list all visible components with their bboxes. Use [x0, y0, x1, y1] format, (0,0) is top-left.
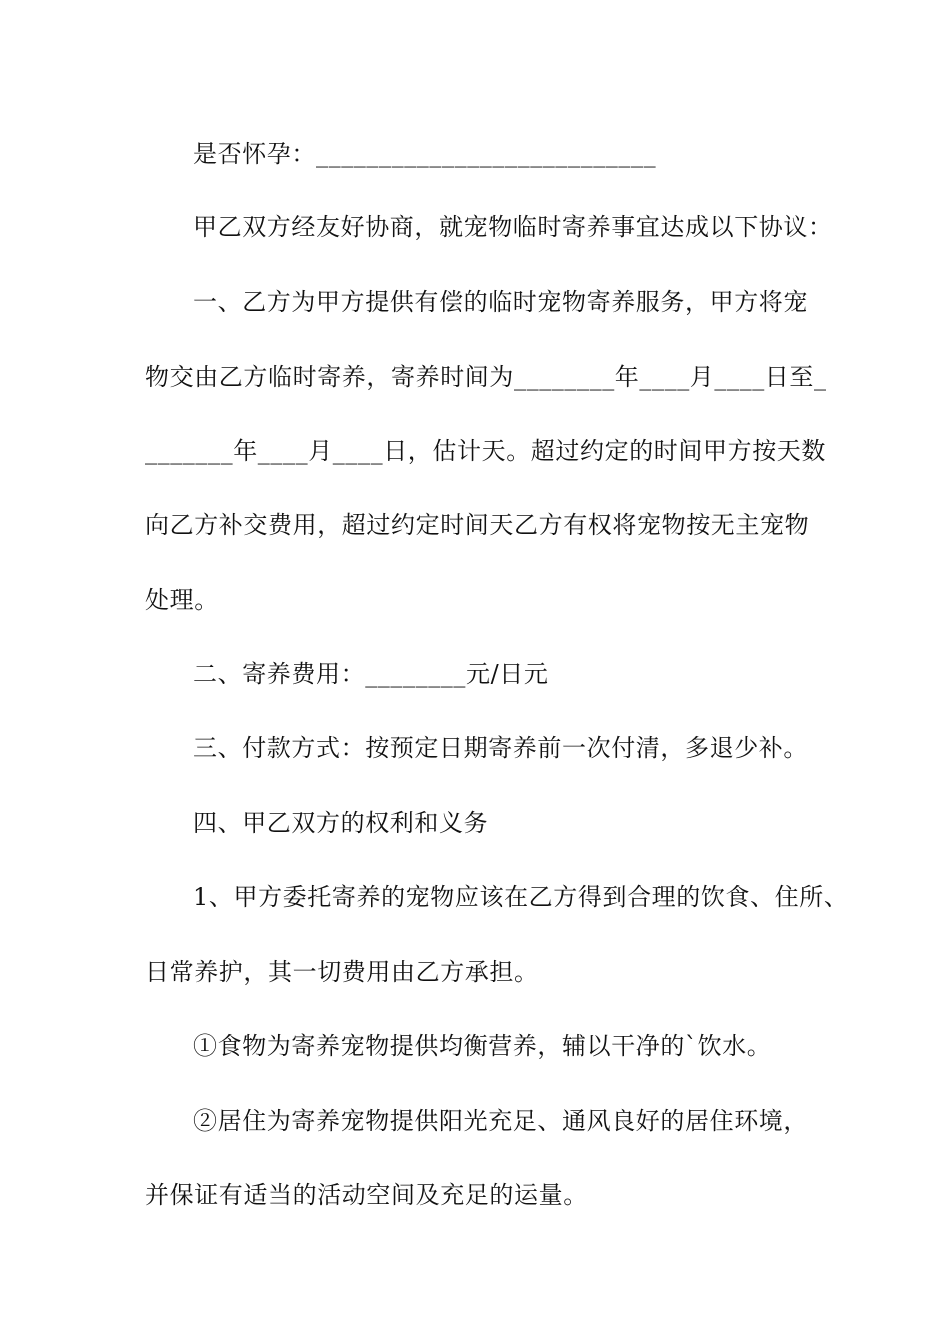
- clause-1-line-2: 物交由乙方临时寄养，寄养时间为________年____月____日至_: [145, 363, 827, 391]
- clause-1-line-1: 一、乙方为甲方提供有偿的临时宠物寄养服务，甲方将宠: [193, 288, 808, 316]
- item-1-line-1: 1、甲方委托寄养的宠物应该在乙方得到合理的饮食、住所、: [193, 883, 849, 911]
- item-housing-line-2: 并保证有适当的活动空间及充足的运量。: [145, 1181, 588, 1209]
- clause-4-heading: 四、甲乙双方的权利和义务: [193, 809, 489, 837]
- clause-2-fee: 二、寄养费用：________元/日元: [193, 660, 549, 688]
- pregnancy-field: 是否怀孕：___________________________: [193, 140, 657, 168]
- agreement-intro: 甲乙双方经友好协商，就宠物临时寄养事宜达成以下协议：: [193, 213, 833, 241]
- clause-3-payment: 三、付款方式：按预定日期寄养前一次付清，多退少补。: [193, 734, 808, 762]
- item-1-line-2: 日常养护，其一切费用由乙方承担。: [145, 958, 539, 986]
- clause-1-line-3: _______年____月____日，估计天。超过约定的时间甲方按天数: [145, 437, 826, 465]
- clause-1-line-5: 处理。: [145, 586, 219, 614]
- clause-1-line-4: 向乙方补交费用，超过约定时间天乙方有权将宠物按无主宠物: [145, 511, 810, 539]
- item-housing-line-1: ②居住为寄养宠物提供阳光充足、通风良好的居住环境，: [193, 1107, 808, 1135]
- item-food: ①食物为寄养宠物提供均衡营养，辅以干净的`饮水。: [193, 1032, 772, 1060]
